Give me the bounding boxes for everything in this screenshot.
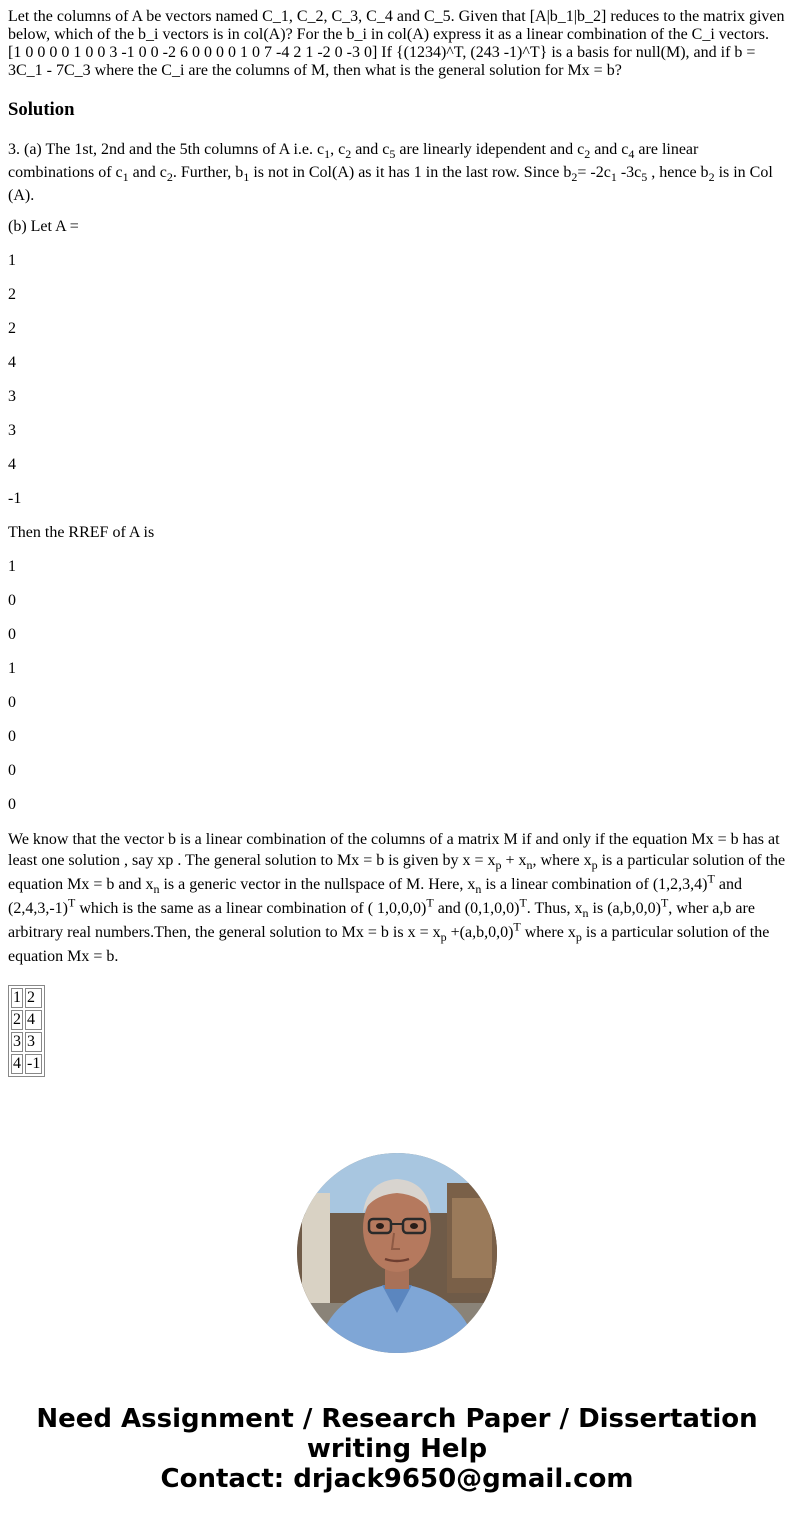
rref-value: 0 [8, 626, 16, 643]
table-row [11, 1032, 42, 1052]
avatar [297, 1153, 497, 1353]
matrix-table [8, 985, 45, 1077]
table-cell: 2 [13, 1011, 21, 1028]
solution-heading: Solution [8, 99, 75, 120]
part-a-paragraph: 3. (a) The 1st, 2nd and the 5th columns of A i.e. $c_1$, $c_2$ and $c_5$ are linearly idependent and $c_2$ and $c_4$ are linear combinations of $c_1$ and $c_2$. Further, $b_1$ is not in Col(A) as it has 1 in the last row. Since $b_2= -2c_1$ $-3c_5$ , hence $b_2$ is in Col (A). [8, 141, 773, 204]
a-value: 4 [8, 456, 16, 473]
rref-value: 0 [8, 762, 16, 779]
a-value: 1 [8, 252, 16, 269]
table-cell: 3 [25, 1032, 42, 1052]
a-value: 4 [8, 354, 16, 371]
table-cell: 1 [13, 989, 21, 1006]
banner-contact: Contact: drjack9650@gmail.com [160, 1464, 634, 1494]
part-b-label: (b) Let A = [8, 218, 79, 235]
banner-line: writing Help [306, 1434, 488, 1464]
a-value: 2 [8, 320, 16, 337]
rref-label: Then the RREF of A is [8, 524, 155, 541]
rref-value: 0 [8, 592, 16, 609]
person-portrait-icon [297, 1153, 497, 1353]
rref-value: 0 [8, 796, 16, 813]
banner-line: Need Assignment / Research Paper / Dissertation [36, 1404, 758, 1434]
conclusion-paragraph: We know that the vector b is a linear combination of the columns of a matrix M if and only if the equation Mx = b has at least one solution , say xp . The general solution to Mx = b is given by $x = x_p + x_n$, where $x_p$ is a particular solution of the equation Mx = b and $x_n$ is a generic vector in the nullspace of M. Here, $x_n$ is a linear combination of $(1,2,3,4)^T$ and $(2,4,3,-1)^T$ which is the same as a linear combination of ( 1,0,0,0)$^T$ and $(0,1,0,0)^T$. Thus, $x_n$ is $(a,b,0,0)^T$, wher a,b are arbitrary real numbers.Then, the general solution to Mx = b is $x = x_p +(a,b,0,0)^T$ where $x_p$ is a particular solution of the equation Mx = b. [8, 831, 786, 965]
table-row [11, 988, 42, 1008]
table-row [11, 1054, 42, 1074]
a-value: 2 [8, 286, 16, 303]
table-cell: 4 [25, 1010, 42, 1030]
rref-value: 0 [8, 728, 16, 745]
a-value: 3 [8, 388, 16, 405]
a-value: 3 [8, 422, 16, 439]
question-text [8, 8, 786, 80]
rref-value: 1 [8, 660, 16, 677]
contact-banner [0, 1404, 794, 1494]
table-cell: -1 [27, 1055, 41, 1072]
a-value: -1 [8, 490, 22, 507]
table-cell: 4 [13, 1055, 21, 1072]
table-cell: 2 [25, 988, 42, 1008]
rref-value: 1 [8, 558, 16, 575]
table-cell: 3 [13, 1033, 21, 1050]
table-row [11, 1010, 42, 1030]
rref-value: 0 [8, 694, 16, 711]
question-paragraph: Let the columns of A be vectors named C_1, C_2, C_3, C_4 and C_5. Given that [A|b_1|b_2] reduces to the matrix given below, which of the b_i vectors is in col(A)? For the b_i in col(A) express it as a linear combination of the C_i vectors. [1 0 0 0 0 1 0 0 3 -1 0 0 -2 6 0 0 0 0 1 0 7 -4 2 1 -2 0 -3 0] If {(1234)^T, (243 -1)^T} is a basis for null(M), and if b = 3C_1 - 7C_3 where the C_i are the columns of M, then what is the general solution for Mx = b? [8, 8, 785, 79]
